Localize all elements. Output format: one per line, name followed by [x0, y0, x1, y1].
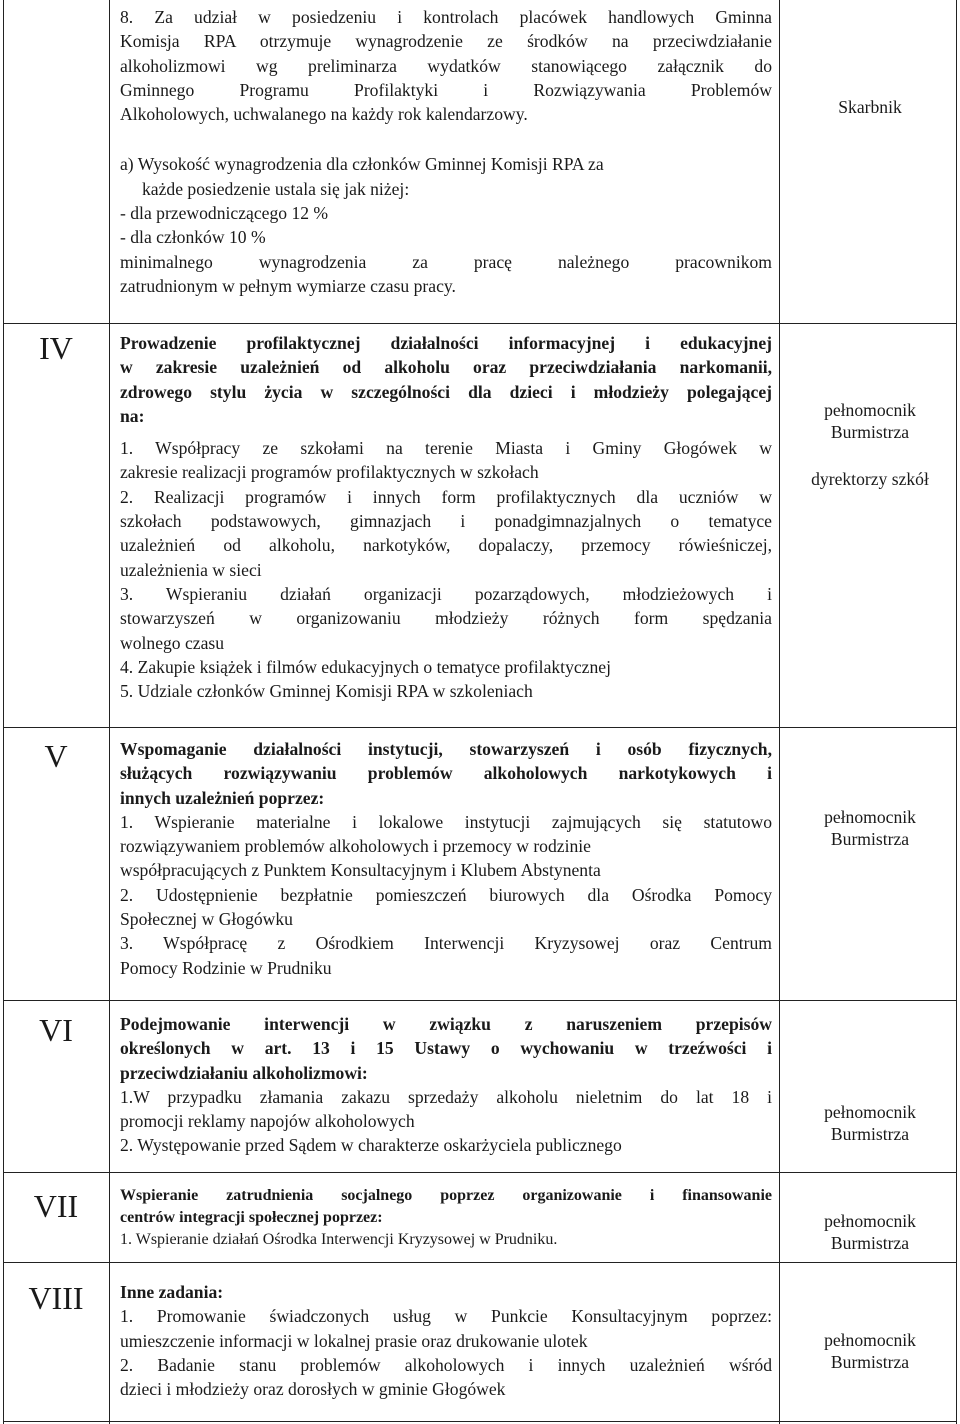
list-item-line: szkołach podstawowych, gimnazjach i ponadgimnazjalnych o tematyce: [120, 511, 772, 532]
paragraph-line: minimalnego wynagrodzenia za pracę należnego pracownikom: [120, 251, 772, 272]
paragraph-line: alkoholizmowi wg preliminarza wydatków stanowiącego załącznik do: [120, 55, 772, 76]
table-col-divider-2: [779, 0, 780, 1424]
list-item-line: 1. Wspieranie materialne i lokalowe instytucji zajmujących się statutowo: [120, 811, 772, 832]
responsible-label: Burmistrza: [830, 1233, 910, 1253]
paragraph-line: zatrudnionym w pełnym wymiarze czasu pracy.: [120, 275, 456, 296]
table-row-divider: [3, 1262, 957, 1263]
row-numeral: VII: [33, 1188, 79, 1224]
list-item-line: umieszczenie informacji w lokalnej prasie oraz drukowanie ulotek: [120, 1330, 588, 1351]
list-item-line: uzależnienia w sieci: [120, 559, 262, 580]
section-heading-line: w zakresie uzależnień od alkoholu oraz przeciwdziałania narkomanii,: [120, 357, 772, 378]
list-item-line: 2. Realizacji programów i innych form profilaktycznych dla uczniów w: [120, 486, 772, 507]
responsible-label: pełnomocnik: [824, 1330, 916, 1350]
paragraph-line: - dla członków 10 %: [120, 227, 266, 248]
list-item-line: 1. Promowanie świadczonych usług w Punkcie Konsultacyjnym poprzez:: [120, 1306, 772, 1327]
paragraph-line: a) Wysokość wynagrodzenia dla członków Gminnej Komisji RPA za: [120, 154, 604, 175]
table-col-divider-1: [109, 0, 110, 1424]
list-item-line: 3. Wspieraniu działań organizacji pozarządowych, młodzieżowych i: [120, 583, 772, 604]
list-item-line: 5. Udziale członków Gminnej Komisji RPA w szkoleniach: [120, 681, 533, 702]
row-vii-content: [120, 1185, 772, 1251]
section-heading-line: Wspieranie zatrudnienia socjalnego poprzez organizowanie i finansowanie: [120, 1187, 772, 1204]
section-heading-line: Prowadzenie profilaktycznej działalności informacyjnej i edukacyjnej: [120, 333, 772, 353]
paragraph-line: - dla przewodniczącego 12 %: [120, 203, 329, 224]
paragraph-line: Alkoholowych, uchwalanego na każdy rok kalendarzowy.: [120, 104, 528, 125]
list-item-line: współpracujących z Punktem Konsultacyjnym i Klubem Abstynenta: [120, 860, 601, 881]
row-numeral: VIII: [28, 1280, 84, 1316]
row-iv-content: [120, 331, 772, 703]
list-item-line: dzieci i młodzieży oraz dorosłych w gminie Głogówek: [120, 1379, 506, 1400]
section-heading-line: Wspomaganie działalności instytucji, stowarzyszeń i osób fizycznych,: [120, 739, 772, 759]
row-v-content: [120, 737, 772, 980]
paragraph-line: każde posiedzenie ustala się jak niżej:: [142, 178, 410, 199]
responsible-label: Burmistrza: [830, 1124, 910, 1144]
list-item-line: 1. Współpracy ze szkołami na terenie Miasta i Gminy Głogówek w: [120, 438, 772, 459]
list-item-line: 2. Udostępnienie bezpłatnie pomieszczeń biurowych dla Ośrodka Pomocy: [120, 884, 772, 905]
responsible-cell: [790, 1101, 950, 1145]
list-item-line: uzależnień od alkoholu, narkotyków, dopalaczy, przemocy rówieśniczej,: [120, 535, 772, 556]
list-item-line: wolnego czasu: [120, 632, 225, 653]
paragraph-line: Gminnego Programu Profilaktyki i Rozwiązywania Problemów: [120, 79, 772, 100]
table-row-divider: [3, 1172, 957, 1173]
responsible-label: Burmistrza: [830, 1352, 910, 1372]
table-row-divider: [3, 1000, 957, 1001]
section-heading-line: zdrowego stylu życia w szczególności dla dzieci i młodzieży polegającej: [120, 381, 772, 402]
paragraph-line: 8. Za udział w posiedzeniu i kontrolach placówek handlowych Gminna: [120, 7, 772, 27]
list-item-line: 4. Zakupie książek i filmów edukacyjnych o tematyce profilaktycznej: [120, 656, 611, 677]
responsible-label: Burmistrza: [830, 422, 910, 442]
responsible-label: pełnomocnik: [824, 807, 916, 827]
list-item-line: stowarzyszeń w organizowaniu młodzieży różnych form spędzania: [120, 608, 772, 629]
responsible-label: dyrektorzy szkół: [811, 469, 929, 489]
row-vi-content: [120, 1012, 772, 1158]
row-numeral: IV: [39, 330, 73, 366]
row-numeral: V: [44, 738, 68, 774]
table-row-divider: [3, 727, 957, 728]
section-heading-line: przeciwdziałaniu alkoholizmowi:: [120, 1062, 368, 1083]
table-row-divider: [3, 323, 957, 324]
responsible-cell: [790, 96, 950, 118]
list-item-line: Społecznej w Głogówku: [120, 909, 293, 930]
list-item-line: promocji reklamy napojów alkoholowych: [120, 1111, 415, 1132]
list-item-line: rozwiązywaniem problemów alkoholowych i przemocy w rodzinie: [120, 836, 591, 857]
row-viii-content: [120, 1280, 772, 1401]
section-heading-line: na:: [120, 405, 145, 426]
list-item-line: 2. Badanie stanu problemów alkoholowych i innych uzależnień wśród: [120, 1354, 772, 1375]
responsible-cell: [790, 806, 950, 850]
table-border-bottom: [3, 1421, 957, 1422]
row-numeral: VI: [39, 1012, 73, 1048]
responsible-cell: [790, 399, 950, 490]
paragraph-line: Komisja RPA otrzymuje wynagrodzenie ze środków na przeciwdziałanie: [120, 31, 772, 52]
responsible-label: pełnomocnik: [824, 1102, 916, 1122]
responsible-label: pełnomocnik: [824, 1211, 916, 1231]
responsible-cell: [790, 1210, 950, 1254]
list-item-line: Pomocy Rodzinie w Prudniku: [120, 957, 332, 978]
table-border-left: [3, 0, 4, 1424]
responsible-label: Burmistrza: [830, 829, 910, 849]
responsible-cell: [790, 1329, 950, 1373]
list-item-line: 3. Współpracę z Ośrodkiem Interwencji Kryzysowej oraz Centrum: [120, 933, 772, 954]
table-border-right: [956, 0, 957, 1424]
section-heading-line: Podejmowanie interwencji w związku z naruszeniem przepisów: [120, 1014, 772, 1034]
section-heading-line: Inne zadania:: [120, 1282, 224, 1302]
responsible-label: pełnomocnik: [824, 400, 916, 420]
list-item-line: 2. Występowanie przed Sądem w charakterze oskarżyciela publicznego: [120, 1135, 622, 1156]
responsible-label: Skarbnik: [838, 97, 902, 117]
section-heading-line: innych uzależnień poprzez:: [120, 787, 325, 808]
section-heading-line: służących rozwiązywaniu problemów alkoholowych narkotykowych i: [120, 763, 772, 784]
section-heading-line: określonych w art. 13 i 15 Ustawy o wychowaniu w trzeźwości i: [120, 1038, 772, 1059]
list-item-line: 1. Wspieranie działań Ośrodka Interwencji Kryzysowej w Prudniku.: [120, 1231, 558, 1248]
section-heading-line: centrów integracji społecznej poprzez:: [120, 1209, 383, 1226]
list-item-line: zakresie realizacji programów profilaktycznych w szkołach: [120, 462, 539, 483]
row-continued-content: [120, 5, 772, 298]
list-item-line: 1.W przypadku złamania zakazu sprzedaży alkoholu nieletnim do lat 18 i: [120, 1086, 772, 1107]
